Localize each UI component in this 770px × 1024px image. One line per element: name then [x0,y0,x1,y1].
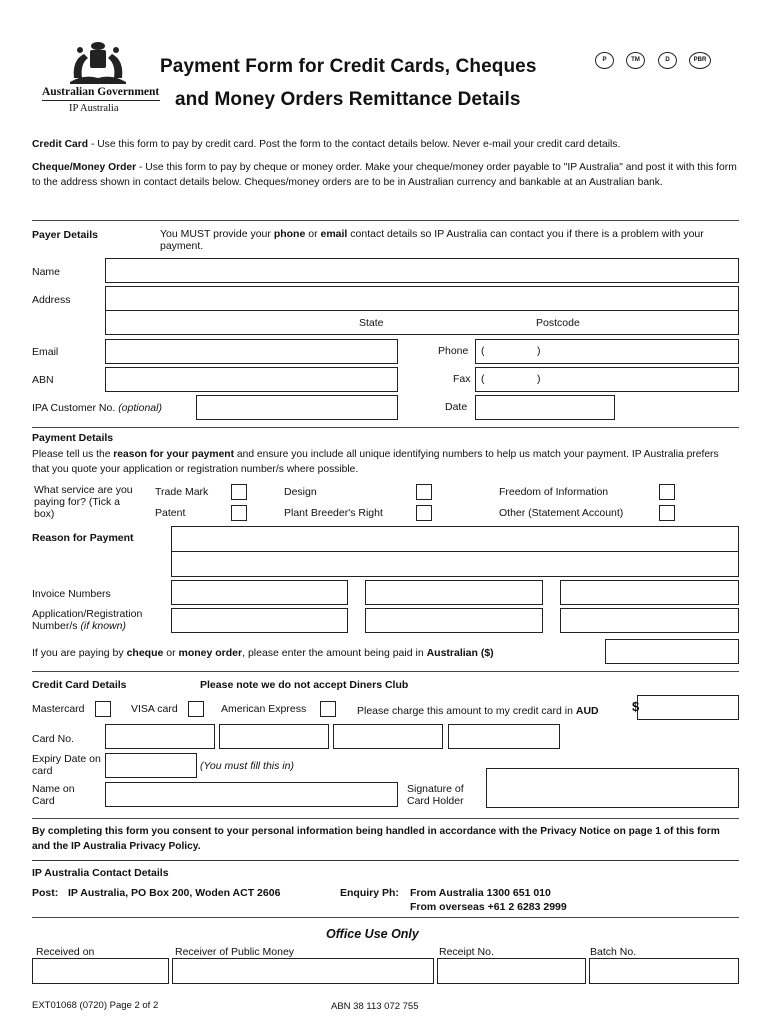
foi-checkbox[interactable] [659,484,675,500]
address-state-row[interactable] [105,310,739,335]
invoice-label: Invoice Numbers [32,588,111,600]
badge-pbr: PBR [689,52,711,69]
cheque-label: Cheque/Money Order [32,162,137,173]
office-use-heading: Office Use Only [326,927,419,941]
card-no-field-2[interactable] [219,724,329,749]
form-code: EXT01068 (0720) Page 2 of 2 [32,1000,159,1011]
card-no-label: Card No. [32,733,75,745]
address-label: Address [32,294,71,306]
contact-heading: IP Australia Contact Details [32,867,169,879]
trade-mark-checkbox[interactable] [231,484,247,500]
phone-label: Phone [438,345,469,357]
signature-field[interactable] [486,768,739,808]
coat-of-arms-logo [64,38,132,86]
receiver-field[interactable] [172,958,434,984]
divider-payment [32,427,739,428]
card-details-heading: Credit Card Details [32,679,127,691]
reason-field-2[interactable] [171,551,739,577]
design-checkbox[interactable] [416,484,432,500]
payment-details-heading: Payment Details [32,432,114,444]
service-question: What service are you paying for? (Tick a box) [34,484,133,520]
postcode-label: Postcode [536,317,580,329]
gov-underline [42,100,160,101]
name-label: Name [32,266,61,278]
enquiry-label: Enquiry Ph: [340,887,399,899]
post-label: Post: [32,887,59,899]
visa-checkbox[interactable] [188,701,204,717]
app-reg-field-1[interactable] [171,608,348,633]
privacy-consent: By completing this form you consent to your personal information being handled in accordance with the Privacy Notice on page 1 of this form and the IP Australia Privacy Policy. [32,826,720,852]
card-no-field-1[interactable] [105,724,215,749]
divider-card [32,671,739,672]
card-no-field-3[interactable] [333,724,443,749]
pbr-label: Plant Breeder's Right [284,507,383,519]
post-address: IP Australia, PO Box 200, Woden ACT 2606 [68,887,281,899]
credit-card-text: - Use this form to pay by credit card. Post the form to the contact details below. Never e-mail your credit card details. [88,139,621,150]
date-label: Date [445,401,468,413]
trade-mark-label: Trade Mark [155,486,209,498]
patent-label: Patent [155,507,186,519]
payment-intro: Please tell us the reason for your payment and ensure you include all unique identifying numbers to help us match your payment. IP Australia prefers that you quote your application or registration number/s where possible. [32,449,719,475]
cheque-intro [32,160,737,190]
mastercard-label: Mastercard [32,703,85,715]
payer-details-heading: Payer Details [32,229,98,241]
badge-tm: TM [626,52,645,69]
agency-name: IP Australia [69,103,119,114]
amex-checkbox[interactable] [320,701,336,717]
abn-label: ABN [32,374,54,386]
divider-consent [32,818,739,819]
receipt-no-field[interactable] [437,958,586,984]
received-on-field[interactable] [32,958,169,984]
batch-no-label: Batch No. [590,946,637,958]
credit-card-label: Credit Card [32,139,89,150]
customer-no-label: IPA Customer No. (optional) [32,402,162,414]
amex-label: American Express [221,703,307,715]
expiry-field[interactable] [105,753,197,778]
badge-p: P [595,52,614,69]
app-reg-field-3[interactable] [560,608,739,633]
name-on-card-label: Name on Card [32,783,75,807]
batch-no-field[interactable] [589,958,739,984]
enquiry-overseas: From overseas +61 2 6283 2999 [410,901,567,913]
phone-field[interactable] [475,339,739,364]
signature-label: Signature of Card Holder [407,783,464,807]
fax-label: Fax [453,373,471,385]
divider-office [32,917,739,918]
divider-payer [32,220,739,221]
name-field[interactable] [105,258,739,283]
must-fill-note: (You must fill this in) [200,760,294,772]
divider-contact [32,860,739,861]
fax-field[interactable] [475,367,739,392]
charge-instruction: Please charge this amount to my credit card in AUD [357,705,599,717]
footer-abn: ABN 38 113 072 755 [331,1001,419,1012]
dollar-sign: $ [632,699,640,714]
enquiry-australia: From Australia 1300 651 010 [410,887,551,899]
cheque-amount-field[interactable] [605,639,739,664]
abn-field[interactable] [105,367,398,392]
email-label: Email [32,346,59,358]
foi-label: Freedom of Information [499,486,609,498]
invoice-field-3[interactable] [560,580,739,605]
pbr-checkbox[interactable] [416,505,432,521]
customer-no-field[interactable] [196,395,398,420]
card-no-field-4[interactable] [448,724,560,749]
state-label: State [359,317,384,329]
email-field[interactable] [105,339,398,364]
gov-line: Australian Government [42,86,160,98]
address-field[interactable] [105,286,739,311]
app-reg-label: Application/Registration Number/s (if known) [32,608,143,632]
cheque-text: - Use this form to pay by cheque or money order. Make your cheque/money order payable to "IP Australia" and post it with this form to the address shown in contact details below. Cheques/money orders are to be in Australian currency and bankable at an Australian bank. [32,162,737,188]
page-title-line2: and Money Orders Remittance Details [175,89,521,110]
mastercard-checkbox[interactable] [95,701,111,717]
date-field[interactable] [475,395,615,420]
credit-card-intro [32,137,742,152]
expiry-label: Expiry Date on card [32,753,101,777]
invoice-field-1[interactable] [171,580,348,605]
coat-of-arms-icon [64,38,132,86]
reason-label: Reason for Payment [32,532,134,544]
fax-paren-open: ( [481,373,485,385]
page-title-line1: Payment Form for Credit Cards, Cheques [160,56,537,77]
phone-paren-open: ( [481,345,485,357]
app-reg-field-2[interactable] [365,608,543,633]
receiver-label: Receiver of Public Money [175,946,295,958]
phone-paren-close: ) [537,345,541,357]
received-on-label: Received on [36,946,95,958]
design-label: Design [284,486,317,498]
name-on-card-field[interactable] [105,782,398,807]
patent-checkbox[interactable] [231,505,247,521]
charge-amount-field[interactable] [637,695,739,720]
other-label: Other (Statement Account) [499,507,624,519]
reason-field-1[interactable] [171,526,739,552]
visa-label: VISA card [131,703,178,715]
badge-d: D [658,52,677,69]
payer-contact-note: You MUST provide your phone or email contact details so IP Australia can contact you if there is a problem with your payment. [160,228,704,252]
amount-instruction: If you are paying by cheque or money order, please enter the amount being paid in Australian ($) [32,647,494,659]
invoice-field-2[interactable] [365,580,543,605]
fax-paren-close: ) [537,373,541,385]
diners-note: Please note we do not accept Diners Club [200,679,409,691]
receipt-no-label: Receipt No. [439,946,494,958]
other-checkbox[interactable] [659,505,675,521]
